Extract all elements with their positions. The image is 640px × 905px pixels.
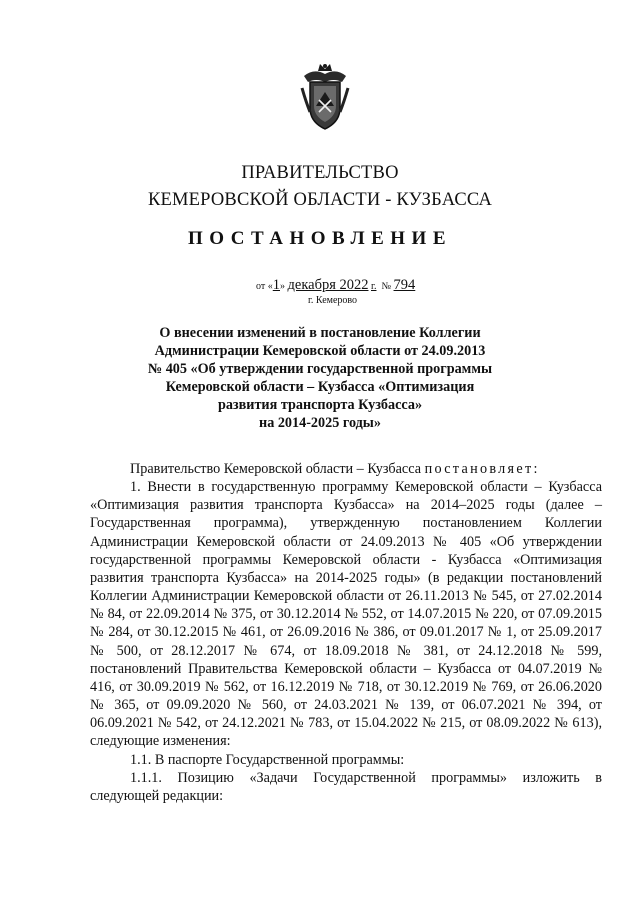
subject-line: О внесении изменений в постановление Коллегии: [159, 325, 481, 341]
date-month-year: декабря 2022: [287, 277, 369, 293]
subject-line: на 2014-2025 годы»: [259, 415, 381, 431]
document-type-title: ПОСТАНОВЛЕНИЕ: [187, 228, 453, 249]
paragraph-1-1-1: 1.1.1. Позицию «Задачи Государственной программы» изложить в следующей редакции:: [90, 769, 602, 804]
paragraph-1-1: 1.1. В паспорте Государственной программы:: [130, 751, 405, 768]
subject-line: Администрации Кемеровской области от 24.09.2013: [154, 343, 486, 359]
date-separator: »: [280, 281, 285, 292]
date-prefix: от «: [256, 281, 273, 292]
date-year-suffix: г.: [371, 281, 377, 292]
city-label: г. Кемерово: [307, 295, 358, 306]
intro-paragraph: [90, 460, 602, 478]
date-day: 1: [272, 277, 280, 293]
intro-text: Правительство Кемеровской области – Кузбасса: [130, 461, 422, 477]
document-subject: [0, 324, 640, 432]
subject-line: развития транспорта Кузбасса»: [217, 397, 423, 413]
coat-of-arms-emblem: [300, 62, 350, 132]
intro-action: постановляет:: [424, 461, 540, 477]
document-date-number: [256, 277, 415, 294]
government-title-line1: ПРАВИТЕЛЬСТВО: [241, 163, 399, 183]
subject-line: Кемеровской области – Кузбасса «Оптимизация: [165, 379, 475, 395]
document-body: [90, 460, 602, 805]
document-number: 794: [393, 277, 416, 293]
subject-line: № 405 «Об утверждении государственной программы: [147, 361, 493, 377]
number-label: №: [381, 281, 392, 292]
government-title-line2: КЕМЕРОВСКОЙ ОБЛАСТИ - КУЗБАССА: [147, 190, 493, 210]
paragraph-1: 1. Внести в государственную программу Кемеровской области – Кузбасса «Оптимизация развития транспорта Кузбасса» на 2014–2025 годы (далее – Государственная программа), утвержденную постановлением Коллегии Администрации Кемеровской области от 24.09.2013 № 405 «Об утверждении государственной программы Кемеровской области - Кузбасса «Оптимизация развития транспорта Кузбасса» на 2014-2025 годы» (в редакции постановлений Коллегии Администрации Кемеровской области от 26.11.2013 № 545, от 27.02.2014 № 84, от 22.09.2014 № 375, от 30.12.2014 № 552, от 14.07.2015 № 220, от 07.09.2015 № 284, от 30.12.2015 № 461, от 26.09.2016 № 386, от 09.01.2017 № 1, от 25.09.2017 № 500, от 28.12.2017 № 674, от 18.09.2018 № 381, от 24.12.2018 № 599, постановлений Правительства Кемеровской области – Кузбасса от 04.07.2019 № 416, от 30.09.2019 № 562, от 16.12.2019 № 718, от 30.12.2019 № 769, от 26.06.2020 № 365, от 09.09.2020 № 560, от 24.03.2021 № 139, от 06.07.2021 № 394, от 06.09.2021 № 542, от 24.12.2021 № 783, от 15.04.2022 № 215, от 08.09.2022 № 613), следующие изменения:: [90, 479, 602, 750]
